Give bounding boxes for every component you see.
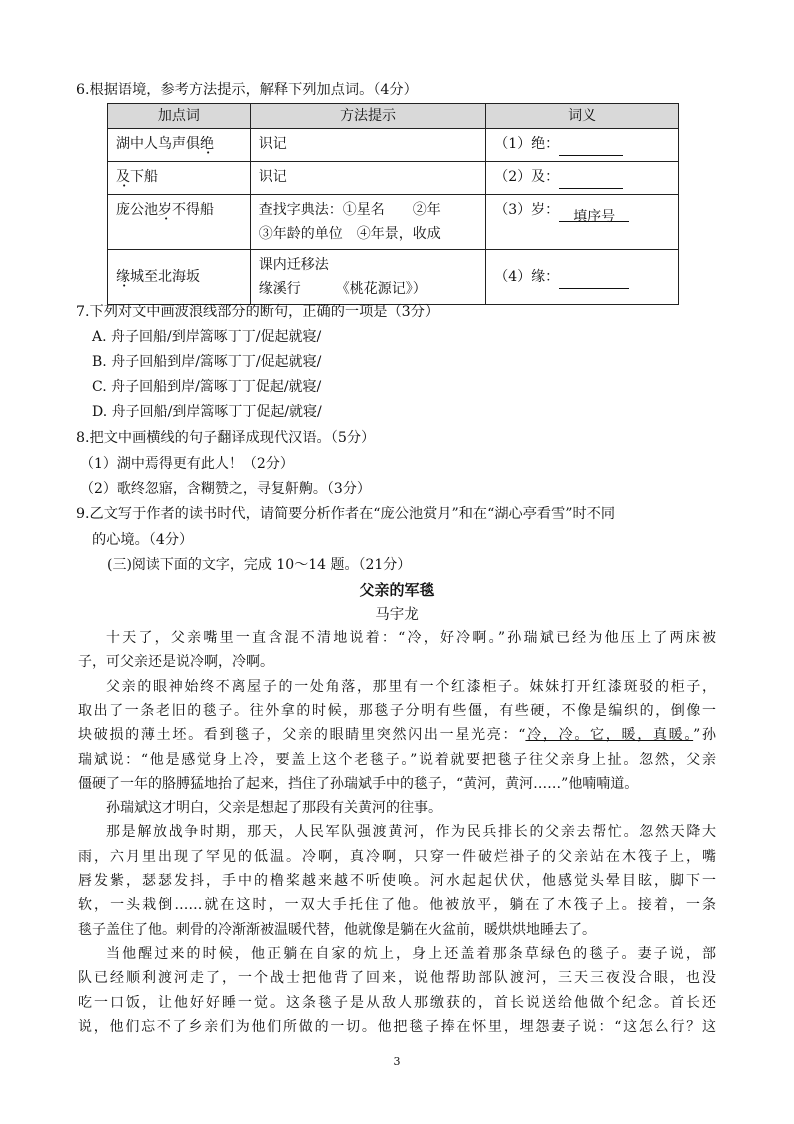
story-line: 毯子盖住了他。刺骨的冷渐渐被温暖代替，他就像是躺在火盆前，暖烘烘地睡去了。 <box>78 922 596 938</box>
word-cell: 庞公池岁不得船 <box>108 195 251 250</box>
story-line: 块破损的薄土坯。看到毯子，父亲的眼睛里突然闪出一星光亮：“冷，冷。它，暖，真暖。”孙 <box>78 727 716 743</box>
section-heading: (三)阅读下面的文字，完成 10～14 题。（21分） <box>107 557 412 573</box>
hint-cell: 识记 <box>250 129 486 162</box>
story-line: 十天了，父亲嘴里一直含混不清地说着：“冷，好冷啊。”孙瑞斌已经为他压上了两床被 <box>106 630 716 646</box>
q7-stem: 7.下列对文中画波浪线部分的断句，正确的一项是（3分） <box>76 304 440 320</box>
q8-stem: 8.把文中画横线的句子翻译成现代汉语。（5分） <box>76 430 376 446</box>
answer-blank[interactable]: 填序号 <box>559 205 629 222</box>
word-cell: 缘城至北海坂 <box>108 250 251 305</box>
story-line: 那是解放战争时期，那天，人民军队强渡黄河，作为民兵排长的父亲去帮忙。忽然天降大 <box>106 824 716 840</box>
story-line: 队已经顺利渡河走了，一个战士把他背了回来，说他帮助部队渡河，三天三夜没合眼，也没 <box>78 970 716 986</box>
story-line: 软，一头栽倒……就在这时，一双大手托住了他。他被放平，躺在了木筏子上。接着，一条 <box>78 897 716 913</box>
hint-cell: 识记 <box>250 162 486 195</box>
q6-table <box>107 103 679 305</box>
hint-cell: 课内迁移法 缘溪行 《桃花源记》） <box>250 250 486 305</box>
story-line: 当他醒过来的时候，他正躺在自家的炕上，身上还盖着那条草绿色的毯子。妻子说，部 <box>106 946 716 962</box>
meaning-cell: （4）缘： <box>486 250 679 305</box>
word-cell: 湖中人鸟声俱绝 <box>108 129 251 162</box>
story-line: 雨，六月里出现了罕见的低温。冷啊，真冷啊，只穿一件破烂褂子的父亲站在木筏子上，嘴 <box>78 849 716 865</box>
hint-cell: 查找字典法：①星名 ②年 ③年龄的单位 ④年景，收成 <box>250 195 486 250</box>
story-line: 孙瑞斌这才明白，父亲是想起了那段有关黄河的往事。 <box>106 800 442 816</box>
answer-blank[interactable] <box>559 272 629 289</box>
q6-stem: 6.根据语境，参考方法提示，解释下列加点词。（4分） <box>76 82 418 98</box>
q7-option-a[interactable]: A. 舟子回船/到岸篙啄丁丁/促起就寝/ <box>92 329 322 345</box>
table-row <box>108 162 679 195</box>
table-row <box>108 195 679 250</box>
header-hint: 方法提示 <box>250 104 486 129</box>
meaning-cell: （1）绝： <box>486 129 679 162</box>
story-line: 吃一口饭，让他好好睡一觉。这条毯子是从敌人那缴获的，首长说送给他做个纪念。首长还 <box>78 995 716 1011</box>
story-line: 父亲的眼神始终不离屋子的一处角落，那里有一个红漆柜子。妹妹打开红漆斑驳的柜子， <box>106 679 716 695</box>
q7-option-c[interactable]: C. 舟子回船到岸/篙啄丁丁促起/就寝/ <box>92 379 322 395</box>
answer-blank[interactable] <box>559 139 623 156</box>
story-author: 马宇龙 <box>375 607 419 623</box>
story-title: 父亲的军毯 <box>359 581 435 599</box>
q9-line-2: 的心境。（4分） <box>92 532 194 548</box>
meaning-cell: （2）及： <box>486 162 679 195</box>
table-row <box>108 129 679 162</box>
story-line: 取出了一条老旧的毯子。往外拿的时候，那毯子分明有些僵，有些硬，不像是编织的，倒像一 <box>78 703 716 719</box>
header-meaning: 词义 <box>486 104 679 129</box>
story-line: 唇发紫，瑟瑟发抖，手中的橹桨越来越不听使唤。河水起起伏伏，他感觉头晕目眩，脚下一 <box>78 873 716 889</box>
q7-option-b[interactable]: B. 舟子回船到岸/篙啄丁丁/促起就寝/ <box>92 354 322 370</box>
word-cell: 及下船 <box>108 162 251 195</box>
q8-item-2: （2）歌终忽寤，含糊赞之，寻复鼾齁。（3分） <box>80 481 371 497</box>
answer-blank[interactable] <box>559 172 623 189</box>
meaning-cell: （3）岁： 填序号 <box>486 195 679 250</box>
q9-line-1: 9.乙文写于作者的读书时代，请简要分析作者在“庞公池赏月”和在“湖心亭看雪”时不同 <box>76 506 616 522</box>
story-line: 子，可父亲还是说冷啊，冷啊。 <box>78 654 274 670</box>
story-line: 说，他们忘不了乡亲们为他们所做的一切。他把毯子捧在怀里，埋怨妻子说：“这怎么行？这 <box>78 1019 716 1035</box>
header-word: 加点词 <box>108 104 251 129</box>
q7-option-d[interactable]: D. 舟子回船/到岸篙啄丁丁促起/就寝/ <box>92 404 322 420</box>
page-number: 3 <box>393 1055 401 1068</box>
story-line: 瑞斌说：“他是感觉身上冷，要盖上这个老毯子。”说着就要把毯子往父亲身上扯。忽然，父亲 <box>78 752 716 768</box>
table-header-row <box>108 104 679 129</box>
story-line: 僵硬了一年的胳膊猛地抬了起来，挡住了孙瑞斌手中的毯子，“黄河，黄河……”他喃喃道。 <box>78 776 639 792</box>
q8-item-1: （1）湖中焉得更有此人！（2分） <box>80 456 294 472</box>
table-row <box>108 250 679 305</box>
underlined-sentence: 冷，冷。它，暖，真暖。 <box>525 727 694 743</box>
